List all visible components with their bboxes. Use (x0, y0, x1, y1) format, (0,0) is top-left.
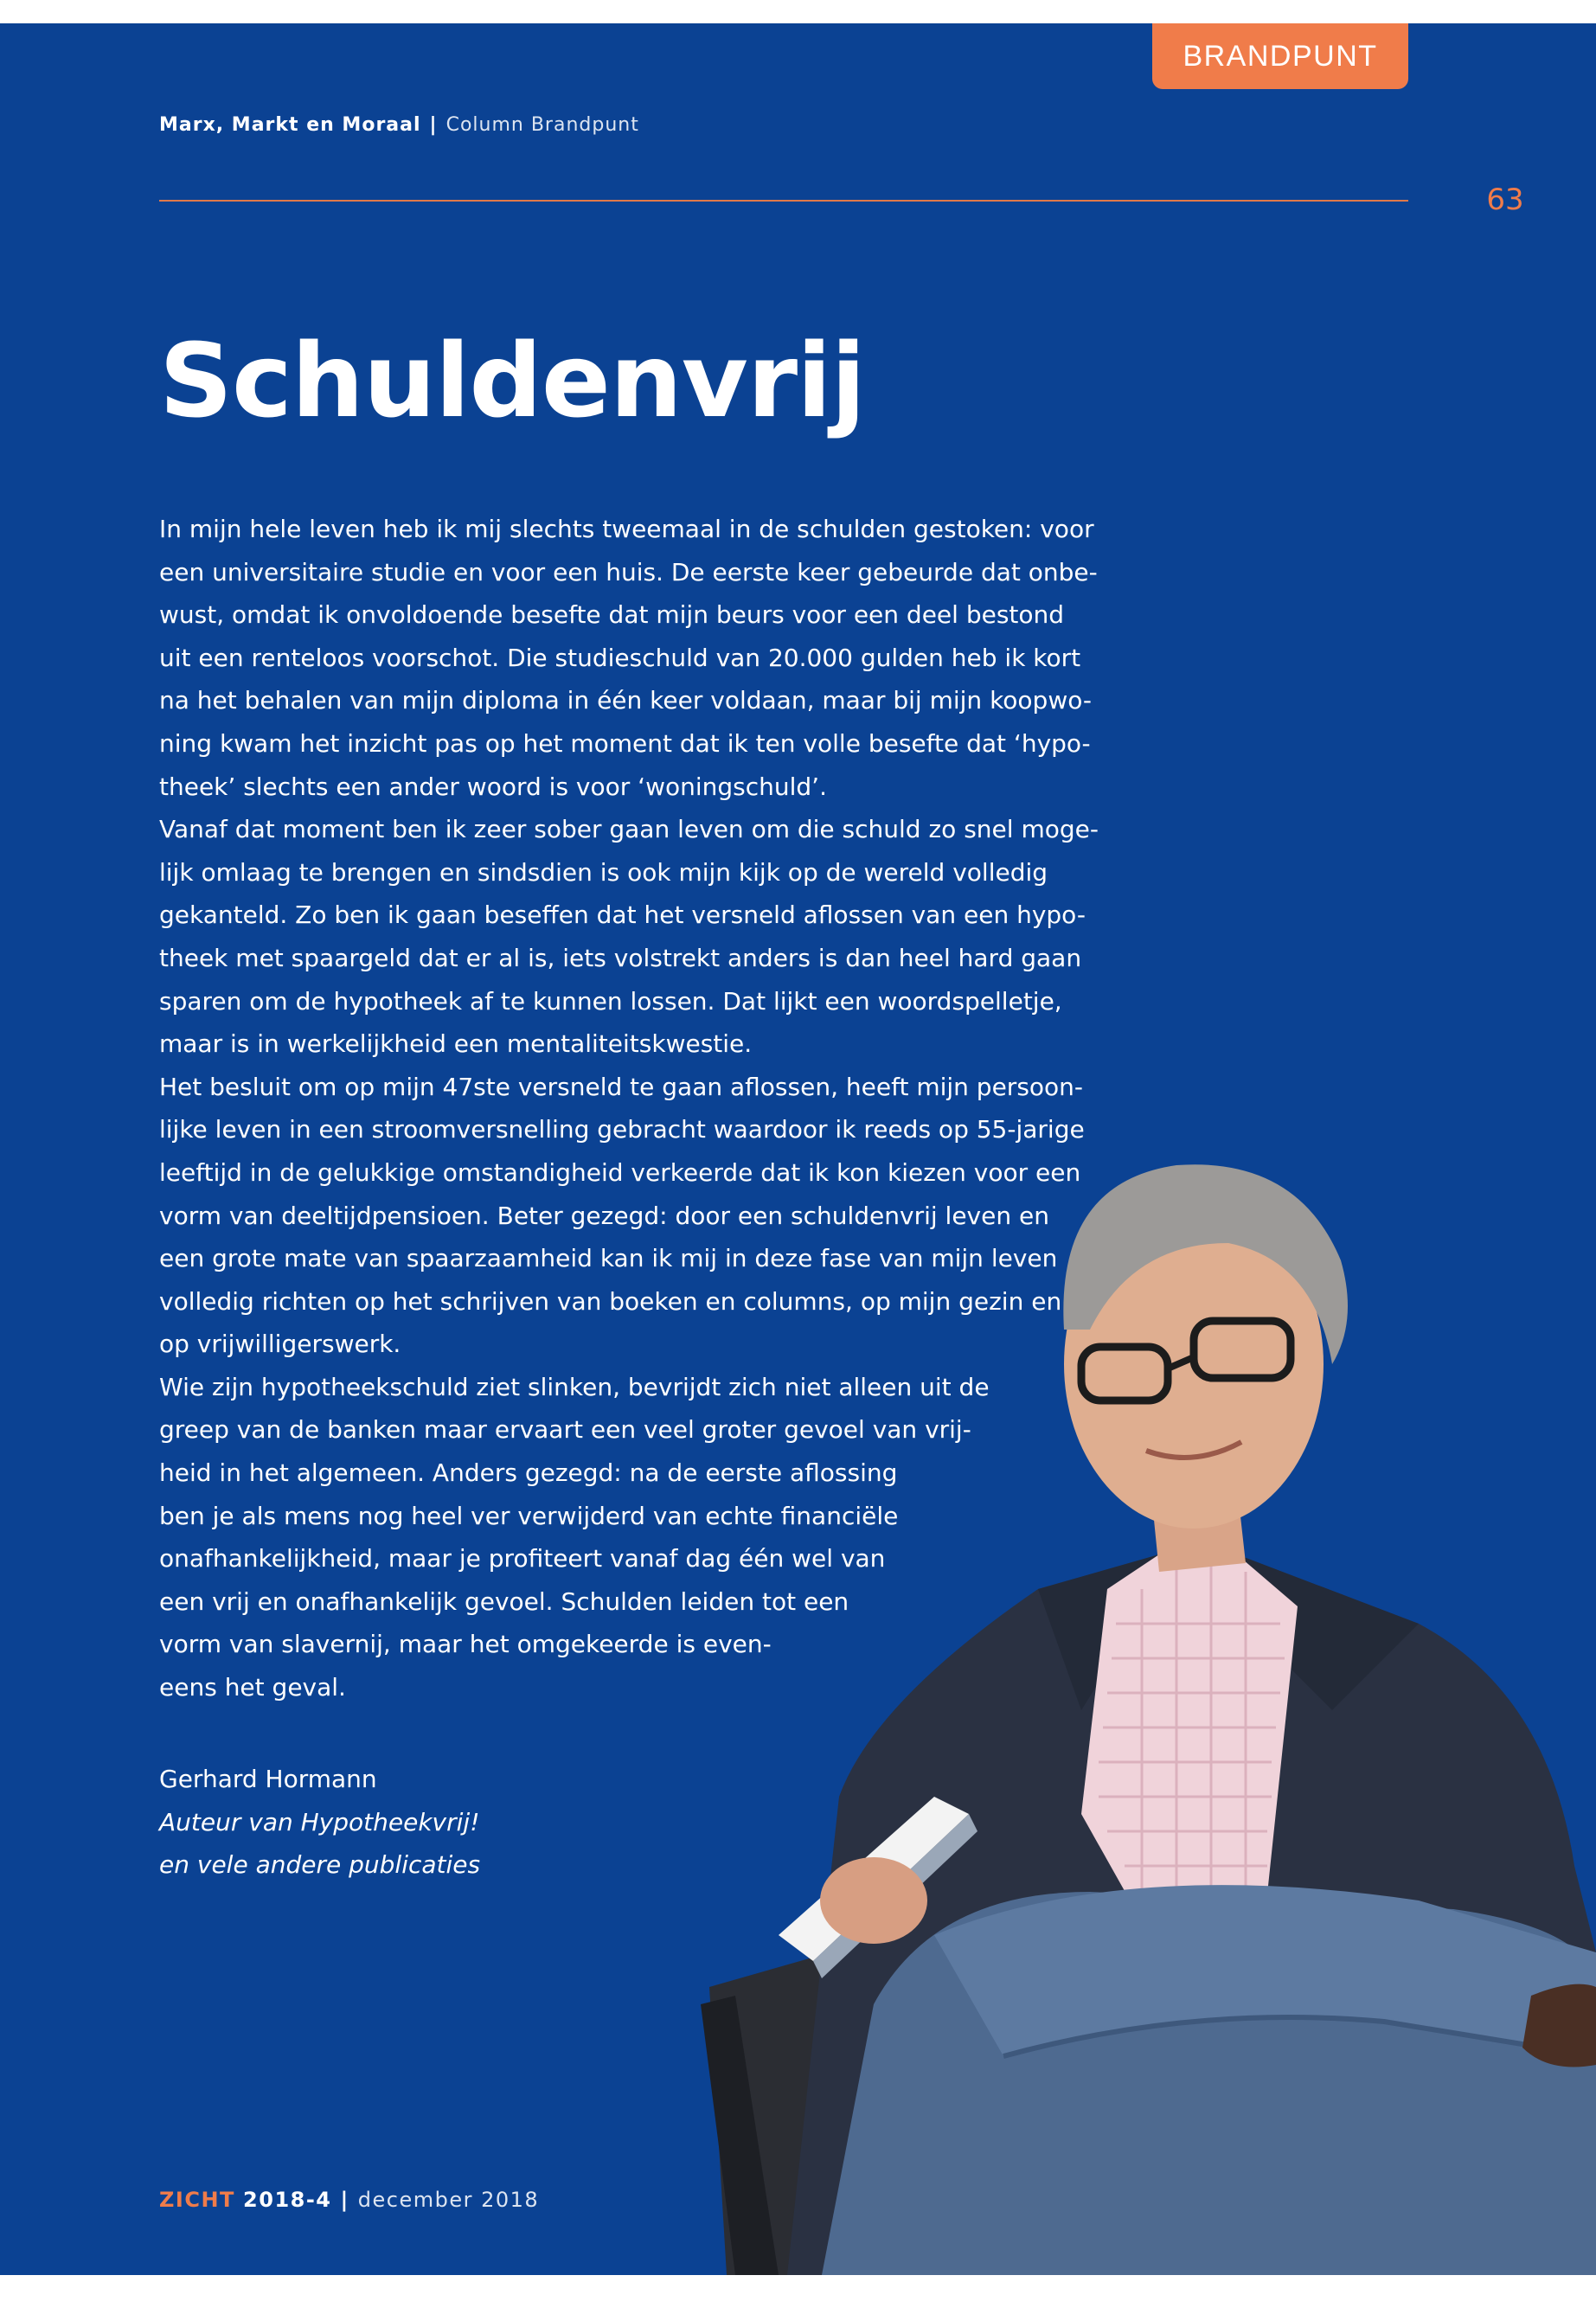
running-header (159, 114, 1197, 136)
body-line: eens het geval. (159, 1673, 346, 1702)
header-rule (159, 200, 1408, 202)
body-line: een vrij en onafhankelijk gevoel. Schulden leiden tot een (159, 1586, 849, 1616)
author-name: Gerhard Hormann (159, 1765, 377, 1793)
section-tab: BRANDPUNT (1152, 23, 1408, 89)
body-line: sparen om de hypotheek af te kunnen lossen. Dat lijkt een woordspelletje, (159, 986, 1062, 1016)
author-signature (159, 1758, 851, 1887)
body-line: gekanteld. Zo ben ik gaan beseffen dat het versneld aflossen van een hypo- (159, 901, 1086, 930)
body-line: op vrijwilligerswerk. (159, 1330, 401, 1359)
body-line: Vanaf dat moment ben ik zeer sober gaan leven om die schuld zo snel moge- (159, 815, 1099, 844)
body-line: leeftijd in de gelukkige omstandigheid verkeerde dat ik kon kiezen voor een (159, 1157, 1081, 1187)
paragraph-3 (159, 1066, 1111, 1366)
series-title: Marx, Markt en Moraal (159, 114, 421, 136)
page-number: 63 (1486, 183, 1524, 217)
body-line: vorm van slavernij, maar het omgekeerde is even- (159, 1630, 772, 1659)
body-line: theek’ slechts een ander woord is voor ‘woningschuld’. (159, 772, 827, 801)
body-line: na het behalen van mijn diploma in één keer voldaan, maar bij mijn koopwo- (159, 686, 1092, 715)
body-line: ning kwam het inzicht pas op het moment dat ik ten volle besefte dat ‘hypo- (159, 728, 1091, 758)
author-role: Auteur van Hypotheekvrij! (159, 1807, 480, 1836)
header-separator: | (429, 114, 438, 136)
footer-separator: | (340, 2188, 349, 2212)
body-line: een universitaire studie en voor een huis. De eerste keer gebeurde dat onbe- (159, 557, 1098, 586)
paragraph-2 (159, 808, 1111, 1066)
body-line: uit een renteloos voorschot. Die studieschuld van 20.000 gulden heb ik kort (159, 643, 1081, 672)
column-name: Column Brandpunt (445, 114, 639, 136)
article-body (159, 508, 1111, 1709)
article-title: Schuldenvrij (159, 321, 865, 441)
body-line: vorm van deeltijdpensioen. Beter gezegd: door een schuldenvrij leven en (159, 1201, 1049, 1230)
author-role-continued: en vele andere publicaties (159, 1850, 481, 1880)
issue-number: 2018-4 (243, 2188, 332, 2212)
body-line: Wie zijn hypotheekschuld ziet slinken, bevrijdt zich niet alleen uit de (159, 1372, 990, 1401)
body-line: onafhankelijkheid, maar je profiteert vanaf dag één wel van (159, 1544, 886, 1574)
body-line: Het besluit om op mijn 47ste versneld te gaan aflossen, heeft mijn persoon- (159, 1072, 1084, 1101)
page-bottom-margin (0, 2275, 1596, 2301)
body-line: maar is in werkelijkheid een mentaliteitskwestie. (159, 1029, 753, 1059)
magazine-page (0, 23, 1596, 2275)
body-line: ben je als mens nog heel ver verwijderd van echte financiële (159, 1501, 899, 1530)
body-line: lijke leven in een stroomversnelling gebracht waardoor ik reeds op 55-jarige (159, 1115, 1085, 1144)
body-line: heid in het algemeen. Anders gezegd: na de eerste aflossing (159, 1458, 898, 1488)
paragraph-4 (159, 1366, 1111, 1709)
body-line: lijk omlaag te brengen en sindsdien is ook mijn kijk op de wereld volledig (159, 857, 1048, 887)
magazine-brand: ZICHT (159, 2188, 235, 2212)
page-footer (159, 2188, 938, 2212)
body-line: greep van de banken maar ervaart een veel groter gevoel van vrij- (159, 1415, 971, 1445)
body-line: wust, omdat ik onvoldoende besefte dat mijn beurs voor een deel bestond (159, 600, 1065, 630)
body-line: volledig richten op het schrijven van boeken en columns, op mijn gezin en (159, 1286, 1062, 1316)
paragraph-1 (159, 508, 1111, 808)
body-line: een grote mate van spaarzaamheid kan ik mij in deze fase van mijn leven (159, 1244, 1058, 1273)
issue-date: december 2018 (357, 2188, 540, 2212)
body-line: In mijn hele leven heb ik mij slechts tweemaal in de schulden gestoken: voor (159, 515, 1094, 543)
body-line: theek met spaargeld dat er al is, iets volstrekt anders is dan heel hard gaan (159, 943, 1082, 972)
